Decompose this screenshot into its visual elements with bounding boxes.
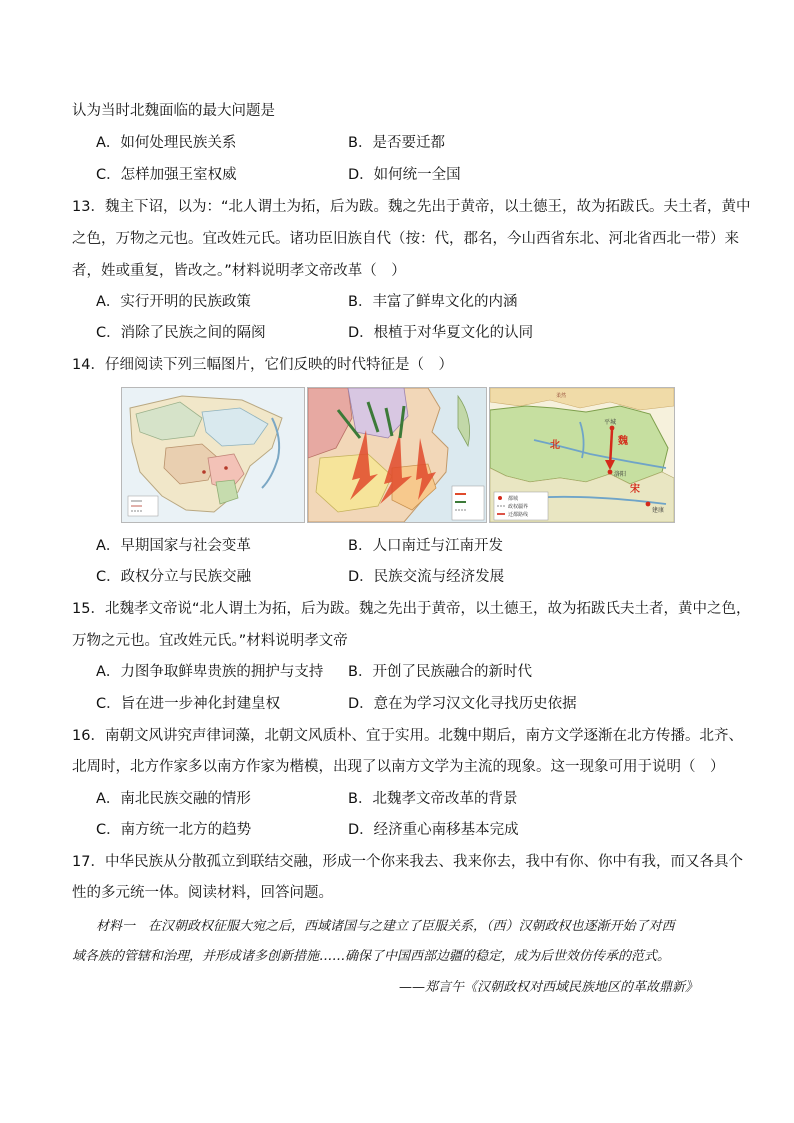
label-rouran: 柔然	[556, 393, 567, 399]
q15-stem-line2: 万物之元也。宜改姓元氏。”材料说明孝文帝	[72, 633, 348, 649]
q12-stem-tail: 认为当时北魏面临的最大问题是	[72, 103, 275, 119]
q13-option-b: B．丰富了鲜卑文化的内涵	[348, 294, 518, 310]
q13-option-d: D．根植于对华夏文化的认同	[348, 325, 534, 341]
q14-option-b: B．人口南迁与江南开发	[348, 538, 503, 554]
q13-stem-line1: 13．魏主下诏，以为：“北人谓土为拓，后为跋。魏之先出于黄帝，以土德王，故为拓跋氏。夫土者，黄中	[72, 199, 751, 215]
label-bei: 北	[550, 440, 560, 451]
q14-option-c: C．政权分立与民族交融	[96, 569, 252, 585]
q16-option-c: C．南方统一北方的趋势	[96, 822, 252, 838]
q14-stem: 14．仔细阅读下列三幅图片，它们反映的时代特征是（ ）	[72, 357, 453, 373]
q17-material1-line2: 域各族的管辖和治理，并形成诸多创新措施……确保了中国西部边疆的稳定，成为后世效仿传承的范式。	[72, 949, 671, 964]
label-luoyang: 洛阳	[614, 471, 627, 478]
q14-option-d: D．民族交流与经济发展	[348, 569, 505, 585]
q14-map-strip	[121, 387, 673, 521]
map-2-population-migration	[307, 387, 487, 523]
map-1-north-south-regimes	[121, 387, 305, 523]
q17-stem-line1: 17．中华民族从分散孤立到联结交融，形成一个你来我去、我来你去，我中有你、你中有我，而又各具个	[72, 854, 743, 870]
q13-stem-line2: 之色，万物之元也。宜改姓元氏。诸功臣旧族自代（按：代，郡名，今山西省东北、河北省西北一带）来	[72, 231, 739, 247]
q15-option-b: B．开创了民族融合的新时代	[348, 664, 532, 680]
q12-option-d: D．如何统一全国	[348, 167, 461, 183]
label-jiankang: 建康	[652, 507, 665, 514]
legend-capital: 都城	[508, 496, 519, 502]
q14-option-a: A．早期国家与社会变革	[96, 538, 251, 554]
q12-option-a: A．如何处理民族关系	[96, 135, 237, 151]
q16-option-b: B．北魏孝文帝改革的背景	[348, 791, 518, 807]
q17-material1-source: ——郑言午《汉朝政权对西域民族地区的革故鼎新》	[399, 980, 699, 995]
q17-material1-line1: 材料一 在汉朝政权征服大宛之后，西域诸国与之建立了臣服关系，（西）汉朝政权也逐渐开始了对西	[96, 919, 675, 934]
q13-option-a: A．实行开明的民族政策	[96, 294, 251, 310]
label-song: 宋	[630, 484, 640, 495]
q16-option-a: A．南北民族交融的情形	[96, 791, 251, 807]
legend-relocation-route: 迁都路线	[508, 512, 529, 518]
q15-option-a: A．力图争取鲜卑贵族的拥护与支持	[96, 664, 324, 680]
label-pingcheng: 平城	[604, 419, 617, 426]
legend-border: 政权疆界	[508, 504, 529, 510]
label-wei: 魏	[618, 436, 628, 447]
q16-stem-line2: 北周时，北方作家多以南方作家为楷模，出现了以南方文学为主流的现象。这一现象可用于说明（ ）	[72, 759, 725, 775]
q16-option-d: D．经济重心南移基本完成	[348, 822, 519, 838]
map-3-wei-capital-relocation	[489, 387, 675, 523]
q16-stem-line1: 16．南朝文风讲究声律词藻，北朝文风质朴、宜于实用。北魏中期后，南方文学逐渐在北方传播。北齐、	[72, 728, 743, 744]
q15-option-c: C．旨在进一步神化封建皇权	[96, 696, 281, 712]
q12-option-c: C．怎样加强王室权威	[96, 167, 237, 183]
q13-stem-line3: 者，姓或重复，皆改之。”材料说明孝文帝改革（ ）	[72, 263, 406, 279]
q17-stem-line2: 性的多元统一体。阅读材料，回答问题。	[72, 885, 333, 901]
q12-option-b: B．是否要迁都	[348, 135, 445, 151]
q15-option-d: D．意在为学习汉文化寻找历史依据	[348, 696, 577, 712]
q13-option-c: C．消除了民族之间的隔阂	[96, 325, 266, 341]
q15-stem-line1: 15．北魏孝文帝说“北人谓土为拓，后为跋。魏之先出于黄帝，以土德王，故为拓跋氏夫土者，黄中之色，	[72, 601, 751, 617]
